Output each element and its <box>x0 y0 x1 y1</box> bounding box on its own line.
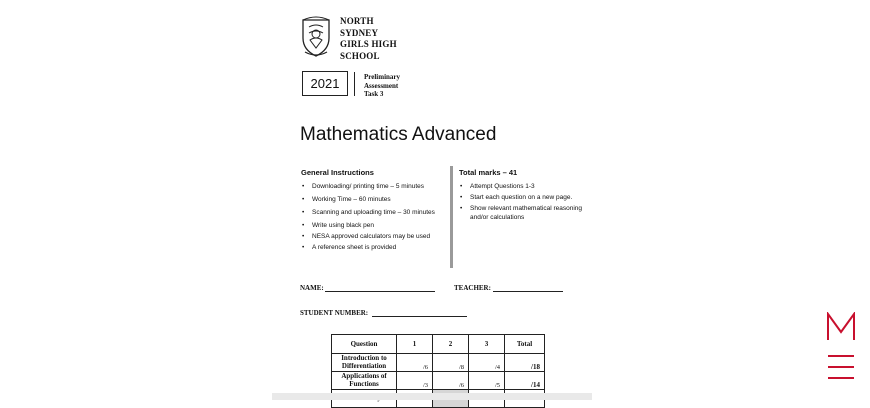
mark-cell: /4 <box>469 354 505 372</box>
school-name <box>340 16 397 62</box>
table-header-cell: Question <box>332 335 397 354</box>
school-name-line: NORTH <box>340 16 374 26</box>
topic-line: Functions <box>349 379 379 388</box>
year-divider <box>354 72 355 96</box>
total-cell: /18 <box>505 354 545 372</box>
list-item: • Downloading/ printing time – 5 minutes <box>301 183 435 196</box>
page-shadow-strip <box>272 393 592 400</box>
brand-logo-icon <box>826 312 856 382</box>
topic-cell <box>332 354 397 372</box>
column-divider <box>450 166 453 268</box>
student-number-field[interactable] <box>372 316 467 317</box>
school-name-line: GIRLS HIGH <box>340 39 397 49</box>
topic-line: Differentiation <box>341 361 387 370</box>
task-name-line: Assessment <box>364 81 399 90</box>
school-crest-icon <box>300 14 332 58</box>
table-header-cell: 3 <box>469 335 505 354</box>
year-box: 2021 <box>302 71 348 96</box>
student-number-label: STUDENT NUMBER: <box>300 309 369 317</box>
table-row <box>332 372 545 390</box>
mark-cell: /6 <box>433 372 469 390</box>
task-name-line: Task 3 <box>364 90 384 98</box>
mark-cell: /5 <box>469 372 505 390</box>
general-instructions-heading: General Instructions <box>301 168 374 177</box>
list-item: • Working Time – 60 minutes <box>301 196 435 209</box>
list-item: • Write using black pen <box>301 222 435 233</box>
table-header-cell: Total <box>505 335 545 354</box>
name-label: NAME: <box>300 284 324 292</box>
task-name <box>364 73 400 99</box>
table-header-cell: 2 <box>433 335 469 354</box>
name-field[interactable] <box>325 291 435 292</box>
table-header-row <box>332 335 545 354</box>
page-title: Mathematics Advanced <box>300 124 497 145</box>
task-name-line: Preliminary <box>364 73 401 81</box>
teacher-field[interactable] <box>493 291 563 292</box>
list-item: • Attempt Questions 1-3 <box>459 183 600 194</box>
mark-cell: /3 <box>397 372 433 390</box>
school-name-line: SCHOOL <box>340 50 380 61</box>
table-row <box>332 354 545 372</box>
school-name-line: SYDNEY <box>340 27 379 38</box>
list-item: • Show relevant mathematical reasoning and/or calculations <box>459 205 600 222</box>
table-header-cell: 1 <box>397 335 433 354</box>
general-instructions-list <box>301 183 435 255</box>
teacher-label: TEACHER: <box>454 284 491 292</box>
list-item: • Scanning and uploading time – 30 minutes <box>301 209 435 222</box>
total-marks-list <box>459 183 600 222</box>
total-cell: /14 <box>505 372 545 390</box>
topic-line: Applications of <box>341 372 387 380</box>
mark-cell: /8 <box>433 354 469 372</box>
list-item: • A reference sheet is provided <box>301 244 435 255</box>
list-item: • NESA approved calculators may be used <box>301 233 435 244</box>
total-marks-heading: Total marks – 41 <box>459 168 518 177</box>
topic-line: Introduction to <box>341 354 387 362</box>
list-item: • Start each question on a new page. <box>459 194 600 205</box>
topic-cell <box>332 372 397 390</box>
mark-cell: /6 <box>397 354 433 372</box>
